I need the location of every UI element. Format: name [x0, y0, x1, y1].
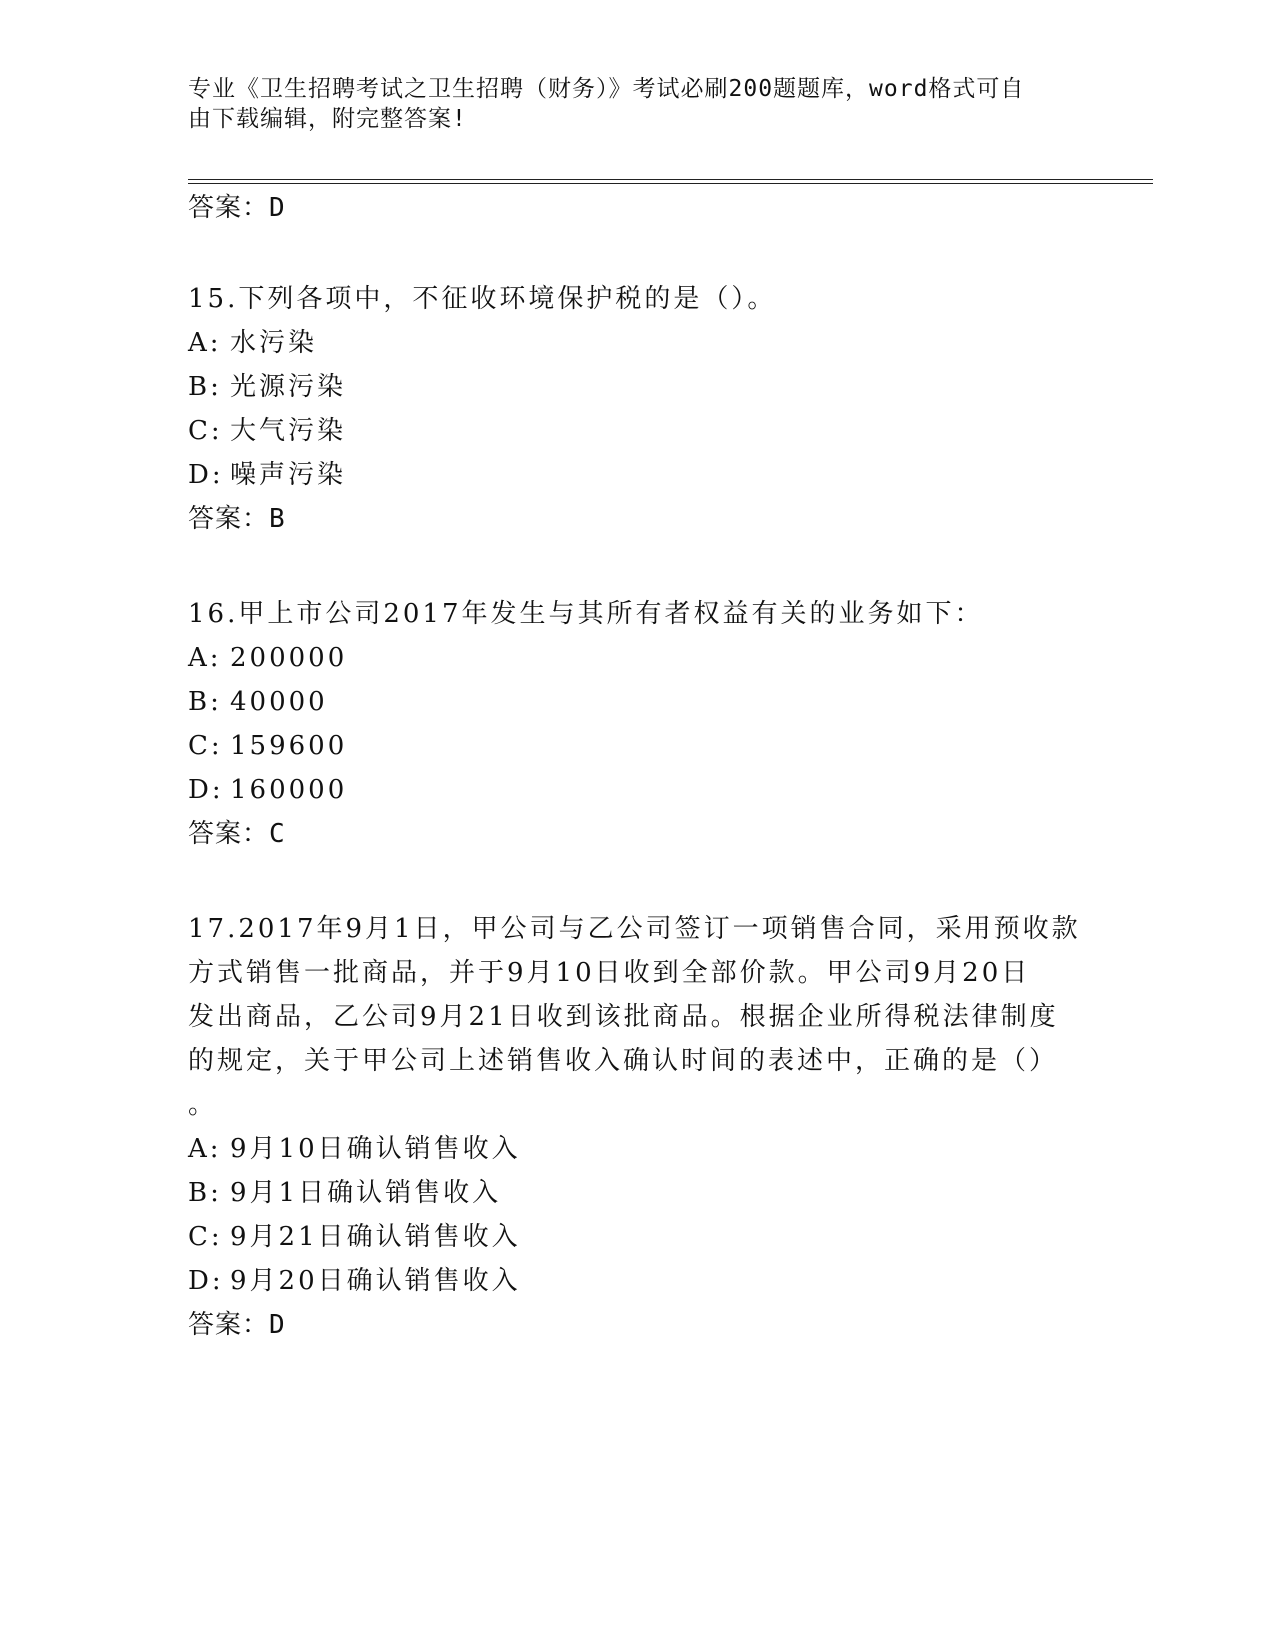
q17-stem-line-1: 17.2017年9月1日，甲公司与乙公司签订一项销售合同，采用预收款 — [188, 914, 1081, 944]
q16-answer: 答案：C — [188, 819, 286, 849]
option-key: D: — [188, 1266, 224, 1296]
q16-option-c — [188, 729, 347, 763]
option-text: 9月20日确认销售收入 — [230, 1266, 521, 1296]
option-text: 噪声污染 — [230, 460, 347, 490]
header-divider-bottom — [188, 183, 1153, 184]
option-key: A: — [188, 328, 222, 358]
option-text: 光源污染 — [230, 372, 347, 402]
option-text: 9月21日确认销售收入 — [230, 1222, 521, 1252]
option-text: 159600 — [230, 731, 348, 761]
q17-stem-line-4: 的规定，关于甲公司上述销售收入确认时间的表述中，正确的是（） — [188, 1046, 1059, 1076]
option-text: 9月1日确认销售收入 — [230, 1178, 502, 1208]
option-text: 40000 — [230, 687, 328, 717]
q16-option-a — [188, 641, 347, 675]
q15-option-a — [188, 326, 317, 360]
q16-option-b — [188, 685, 328, 719]
option-key: A: — [188, 643, 222, 673]
option-text: 200000 — [230, 643, 348, 673]
q15-option-b — [188, 370, 346, 404]
option-text: 9月10日确认销售收入 — [230, 1134, 521, 1164]
q15-option-c — [188, 414, 346, 448]
q17-option-a — [188, 1132, 521, 1166]
q17-option-b — [188, 1176, 501, 1210]
q17-option-d — [188, 1264, 521, 1298]
option-key: C: — [188, 416, 223, 446]
option-key: C: — [188, 731, 223, 761]
q17-stem-line-3: 发出商品，乙公司9月21日收到该批商品。根据企业所得税法律制度 — [188, 1002, 1059, 1032]
q15-option-d — [188, 458, 346, 492]
option-key: D: — [188, 775, 224, 805]
q17-answer: 答案：D — [188, 1310, 286, 1340]
option-key: B: — [188, 687, 222, 717]
option-key: A: — [188, 1134, 222, 1164]
option-key: C: — [188, 1222, 223, 1252]
header-line-2: 由下载编辑，附完整答案! — [188, 106, 467, 132]
option-text: 160000 — [230, 775, 348, 805]
q15-stem: 15.下列各项中，不征收环境保护税的是（）。 — [188, 284, 777, 314]
header-line-1: 专业《卫生招聘考试之卫生招聘（财务）》考试必刷200题题库，word格式可自 — [188, 76, 1025, 102]
q15-answer: 答案：B — [188, 504, 286, 534]
option-key: B: — [188, 1178, 222, 1208]
option-key: B: — [188, 372, 222, 402]
option-text: 大气污染 — [230, 416, 347, 446]
q16-stem: 16.甲上市公司2017年发生与其所有者权益有关的业务如下： — [188, 599, 984, 629]
option-text: 水污染 — [230, 328, 318, 358]
q14-answer: 答案：D — [188, 193, 286, 223]
option-key: D: — [188, 460, 224, 490]
header-divider-top — [188, 179, 1153, 180]
q17-stem-line-5: 。 — [188, 1090, 218, 1120]
q17-option-c — [188, 1220, 521, 1254]
q16-option-d — [188, 773, 347, 807]
q17-stem-line-2: 方式销售一批商品，并于9月10日收到全部价款。甲公司9月20日 — [188, 958, 1031, 988]
document-header — [188, 74, 1068, 134]
